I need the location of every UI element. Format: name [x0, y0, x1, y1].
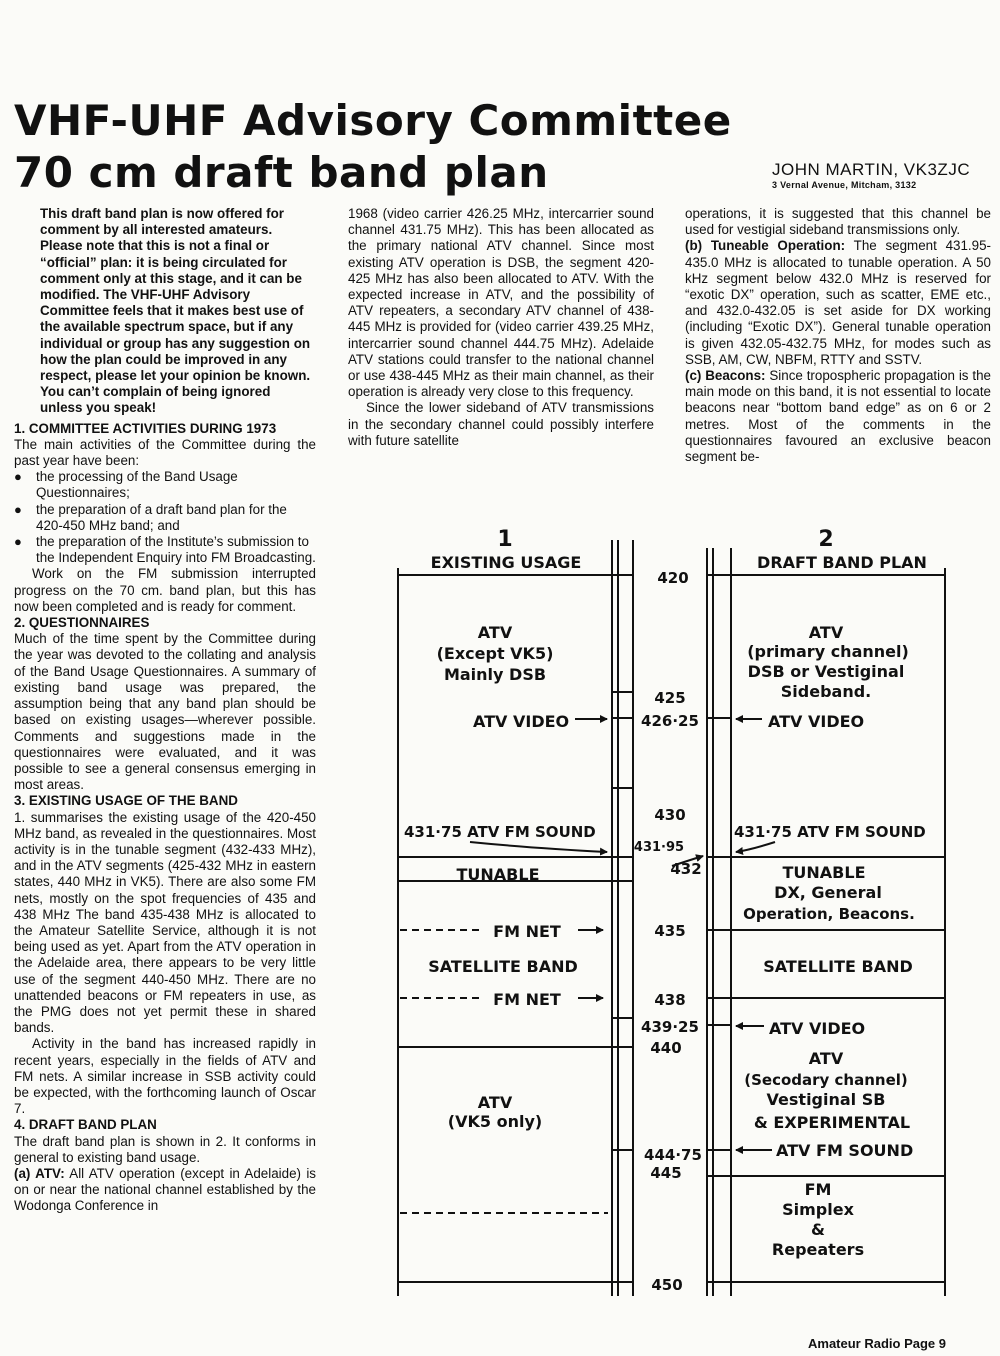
atv-text: All ATV operation (except in Adelaide) is on or near the national channel established by the Wodonga Conference in	[14, 1165, 316, 1214]
section-2-para: Much of the time spent by the Committee during the year was devoted to the collating and analysis of the Band Usage Questionnaires. A summary of existing band usage was prepared, the assumption being that any band plan should be based on existing usages—wherever possible. Comments and suggestions made in the questionnaires were evaluated, and it was possible to see a general consensus emerging in most areas.	[14, 631, 316, 793]
existing-atv-line: Mainly DSB	[443, 665, 547, 684]
section-4-para: The draft band plan is shown in 2. It conforms in general to existing band usage.	[14, 1133, 316, 1165]
beacons-label: (c) Beacons:	[685, 368, 766, 384]
existing-fm-net: FM NET	[493, 922, 561, 941]
intro-text: This draft band plan is now offered for comment by all interested amateurs. Please note that this is not a final or “official” plan: it is being circulated for comment only at this stage, and it can be modified. The VHF-UHF Advisory Committee feels that it makes best use of the available spectrum space, but if any individual or group has any suggestion on how the plan could be improved in any respect, please let your opinion be known.	[40, 206, 311, 384]
section-3-heading: 3. EXISTING USAGE OF THE BAND	[14, 793, 238, 809]
existing-atv-video: ATV VIDEO	[473, 712, 570, 731]
tuneable-label: (b) Tuneable Operation:	[685, 238, 846, 254]
tuneable-text: The segment 431.95-435.0 MHz is allocated to tunable operation. A 50 kHz segment below 432.0 MHz is reserved for “exotic DX” operation, such as scatter, EME etc., and 432.0-432.05 is set aside for DX working (including “Exotic DX”). General tunable operation is given 432.05-432.75 MHz, for modes such as SSB, AM, CW, NBFM, RTTY and SSTV.	[685, 238, 992, 367]
existing-atv-sound: 431·75 ATV FM SOUND	[404, 823, 596, 841]
diagram-2-number: 2	[818, 527, 834, 552]
freq-label: 450	[651, 1276, 683, 1294]
plan-atv2-line: (Secodary channel)	[744, 1071, 908, 1089]
section-2-heading: 2. QUESTIONNAIRES	[14, 615, 150, 631]
freq-label: 438	[654, 991, 686, 1009]
plan-atv-line: (primary channel)	[747, 642, 909, 661]
existing-satellite-band: SATELLITE BAND	[428, 957, 578, 976]
draft-band-plan-heading: DRAFT BAND PLAN	[757, 553, 927, 572]
plan-fm-line: FM	[804, 1180, 832, 1199]
freq-label: 420	[657, 569, 689, 587]
freq-label: 440	[650, 1039, 682, 1057]
beacons-text: Since tropospheric propagation is the main mode on this band, it is not essential to locate beacons near “bottom band edge” as on 6 or 2 metres. Most of the comments in the questionnaires favoured an exclusive beacon segment be-	[685, 368, 991, 465]
plan-fm-line: Simplex	[782, 1200, 854, 1219]
section-1-para: The main activities of the Committee during the past year have been:	[14, 436, 316, 469]
existing-atv-vk5: ATV	[477, 1093, 513, 1112]
list-item: ● the preparation of a draft band plan for the 420-450 MHz band; and	[14, 502, 316, 534]
plan-tunable: TUNABLE	[782, 863, 866, 882]
section-3-para-2: Activity in the band has increased rapidly in recent years, especially in the fields of ATV and FM nets. A similar increase in SSB activity could be expected, with the forthcoming launch of Oscar 7.	[14, 1036, 316, 1117]
intro-callout: You can’t complain of being ignored unless you speak!	[40, 384, 271, 416]
title-line-2: 70 cm draft band plan	[14, 148, 549, 197]
title-line-1: VHF-UHF Advisory Committee	[14, 96, 732, 145]
plan-atv-line: Sideband.	[780, 682, 872, 701]
freq-label: 439·25	[641, 1018, 699, 1036]
list-item: ● the preparation of the Institute’s submission to the Independent Enquiry into FM Broadcasting.	[14, 534, 316, 566]
plan-atv-sound: 431·75 ATV FM SOUND	[734, 823, 926, 841]
plan-atv-sound-2: ATV FM SOUND	[776, 1141, 914, 1160]
freq-label: 445	[650, 1164, 682, 1182]
section-1-para-2: Work on the FM submission interrupted progress on the 70 cm. band plan, but this has now been completed and is ready for comment.	[14, 566, 316, 614]
column-2-para: 1968 (video carrier 426.25 MHz, intercarrier sound channel 431.75 MHz). This has been allocated as the primary national ATV channel. Since most existing ATV operation is DSB, the segment 420-425 MHz has also been allocated to ATV. With the expected increase in ATV, and the possibility of ATV repeaters, a secondary ATV channel of 438-445 MHz is provided for (video carrier 439.25 MHz, intercarrier sound channel 444.75 MHz). Adelaide ATV stations could transfer to the national channel or use 438-445 MHz as their main channel, as their operation is already very close to this frequency.	[348, 206, 654, 400]
atv-label: (a) ATV:	[14, 1165, 65, 1181]
existing-tunable: TUNABLE	[456, 865, 540, 884]
plan-atv-video-2: ATV VIDEO	[769, 1019, 866, 1038]
existing-usage-heading: EXISTING USAGE	[430, 553, 582, 572]
section-4-heading: 4. DRAFT BAND PLAN	[14, 1117, 157, 1133]
freq-label: 435	[654, 922, 686, 940]
plan-atv2-line: & EXPERIMENTAL	[753, 1113, 911, 1132]
author-address: 3 Vernal Avenue, Mitcham, 3132	[772, 180, 917, 190]
plan-atv-line: DSB or Vestiginal	[747, 662, 905, 681]
diagram-1-number: 1	[497, 527, 513, 552]
freq-label: 444·75	[644, 1146, 702, 1164]
plan-fm-line: &	[811, 1220, 825, 1239]
page-footer: Amateur Radio Page 9	[808, 1336, 946, 1351]
section-3-para: 1. summarises the existing usage of the 420-450 MHz band, as revealed in the questionnaires. Most activity is in the tunable segment (432-433 MHz), and in the ATV segments (425-432 MHz in eastern states, 440 MHz in VK5). There are also some FM nets, mostly on the spot frequencies of 435 and 438 MHz The band 435-438 MHz is allocated to the Amateur Satellite Service, although it is not being used as yet. Apart from the ATV operation in the Adelaide area, there appears to be very little use of the segment 440-450 MHz. There are no unattended beacons or FM repeaters in use, as the PMG does not yet permit these in shared bands.	[14, 809, 316, 1036]
plan-atv2-line: ATV	[808, 1049, 844, 1068]
existing-atv-line: (Except VK5)	[436, 644, 554, 663]
plan-atv-line: ATV	[808, 623, 844, 642]
freq-label: 431·95	[633, 840, 685, 855]
freq-label: 425	[654, 689, 686, 707]
freq-label: 432	[670, 860, 702, 878]
plan-satellite-band: SATELLITE BAND	[763, 957, 913, 976]
column-2-para-2: Since the lower sideband of ATV transmissions in the secondary channel could possibly interfere with future satellite	[348, 400, 654, 448]
column-3-para: operations, it is suggested that this channel be used for vestigial sideband transmissions only.	[685, 206, 991, 238]
author-name: JOHN MARTIN, VK3ZJC	[772, 160, 971, 179]
existing-atv-vk5: (VK5 only)	[447, 1112, 543, 1131]
plan-atv2-line: Vestiginal SB	[766, 1090, 886, 1109]
freq-label: 430	[654, 806, 686, 824]
plan-atv-video: ATV VIDEO	[768, 712, 865, 731]
section-1-heading: 1. COMMITTEE ACTIVITIES DURING 1973	[14, 420, 277, 436]
plan-tunable: DX, General	[774, 883, 882, 902]
list-item: ● the processing of the Band Usage Questionnaires;	[14, 469, 316, 501]
existing-fm-net: FM NET	[493, 990, 561, 1009]
freq-label: 426·25	[641, 712, 699, 730]
plan-tunable: Operation, Beacons.	[743, 905, 915, 923]
plan-fm-line: Repeaters	[771, 1240, 865, 1259]
existing-atv-line: ATV	[477, 623, 513, 642]
